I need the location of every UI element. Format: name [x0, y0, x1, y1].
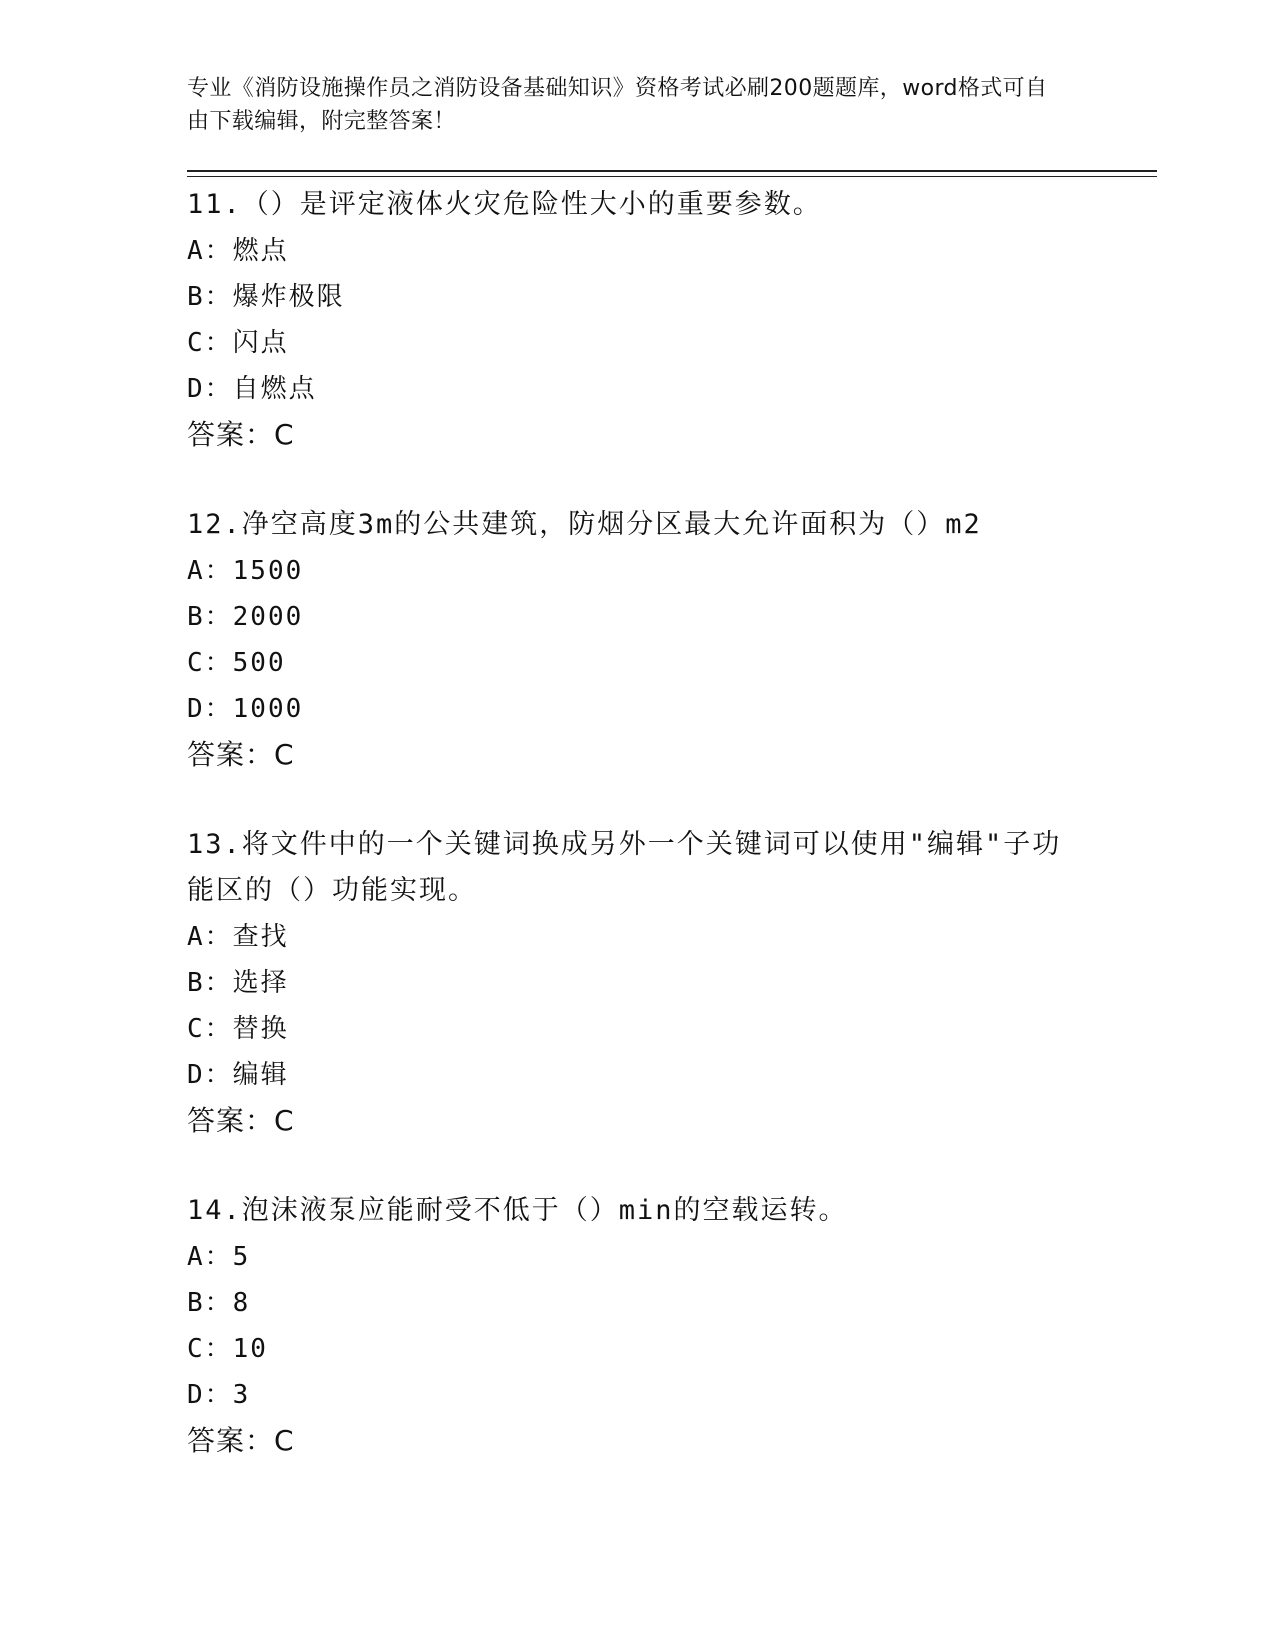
answer-line: 答案：C	[187, 418, 295, 451]
option-b: B：选择	[187, 968, 289, 998]
option-d: D：编辑	[187, 1060, 289, 1090]
option-c: C：替换	[187, 1014, 289, 1044]
option-d: D：自燃点	[187, 374, 317, 404]
question-list	[187, 182, 1157, 1464]
question-text: 14.泡沫液泵应能耐受不低于（）min的空载运转。	[187, 1195, 848, 1226]
option-a: A：1500	[187, 556, 304, 586]
option-d: D：3	[187, 1380, 251, 1410]
answer-line: 答案：C	[187, 1424, 295, 1457]
option-a: A：燃点	[187, 236, 289, 266]
question-item	[187, 502, 1157, 778]
option-d: D：1000	[187, 694, 304, 724]
option-a: A：5	[187, 1242, 251, 1272]
question-text: 12.净空高度3m的公共建筑，防烟分区最大允许面积为（）m2	[187, 509, 982, 540]
header-divider	[187, 170, 1157, 172]
option-b: B：2000	[187, 602, 304, 632]
option-a: A：查找	[187, 922, 289, 952]
question-text: 11.（）是评定液体火灾危险性大小的重要参数。	[187, 189, 822, 220]
document-page	[187, 72, 1157, 1508]
answer-line: 答案：C	[187, 738, 295, 771]
answer-line: 答案：C	[187, 1104, 295, 1137]
option-c: C：500	[187, 648, 286, 678]
question-item	[187, 822, 1157, 1144]
question-text: 13.将文件中的一个关键词换成另外一个关键词可以使用"编辑"子功能区的（）功能实现。	[187, 829, 1062, 906]
question-item	[187, 182, 1157, 458]
option-c: C：10	[187, 1334, 268, 1364]
option-b: B：8	[187, 1288, 251, 1318]
document-header: 专业《消防设施操作员之消防设备基础知识》资格考试必刷200题题库，word格式可自由下载编辑，附完整答案！	[187, 76, 1048, 134]
option-b: B：爆炸极限	[187, 282, 345, 312]
option-c: C：闪点	[187, 328, 289, 358]
question-item	[187, 1188, 1157, 1464]
